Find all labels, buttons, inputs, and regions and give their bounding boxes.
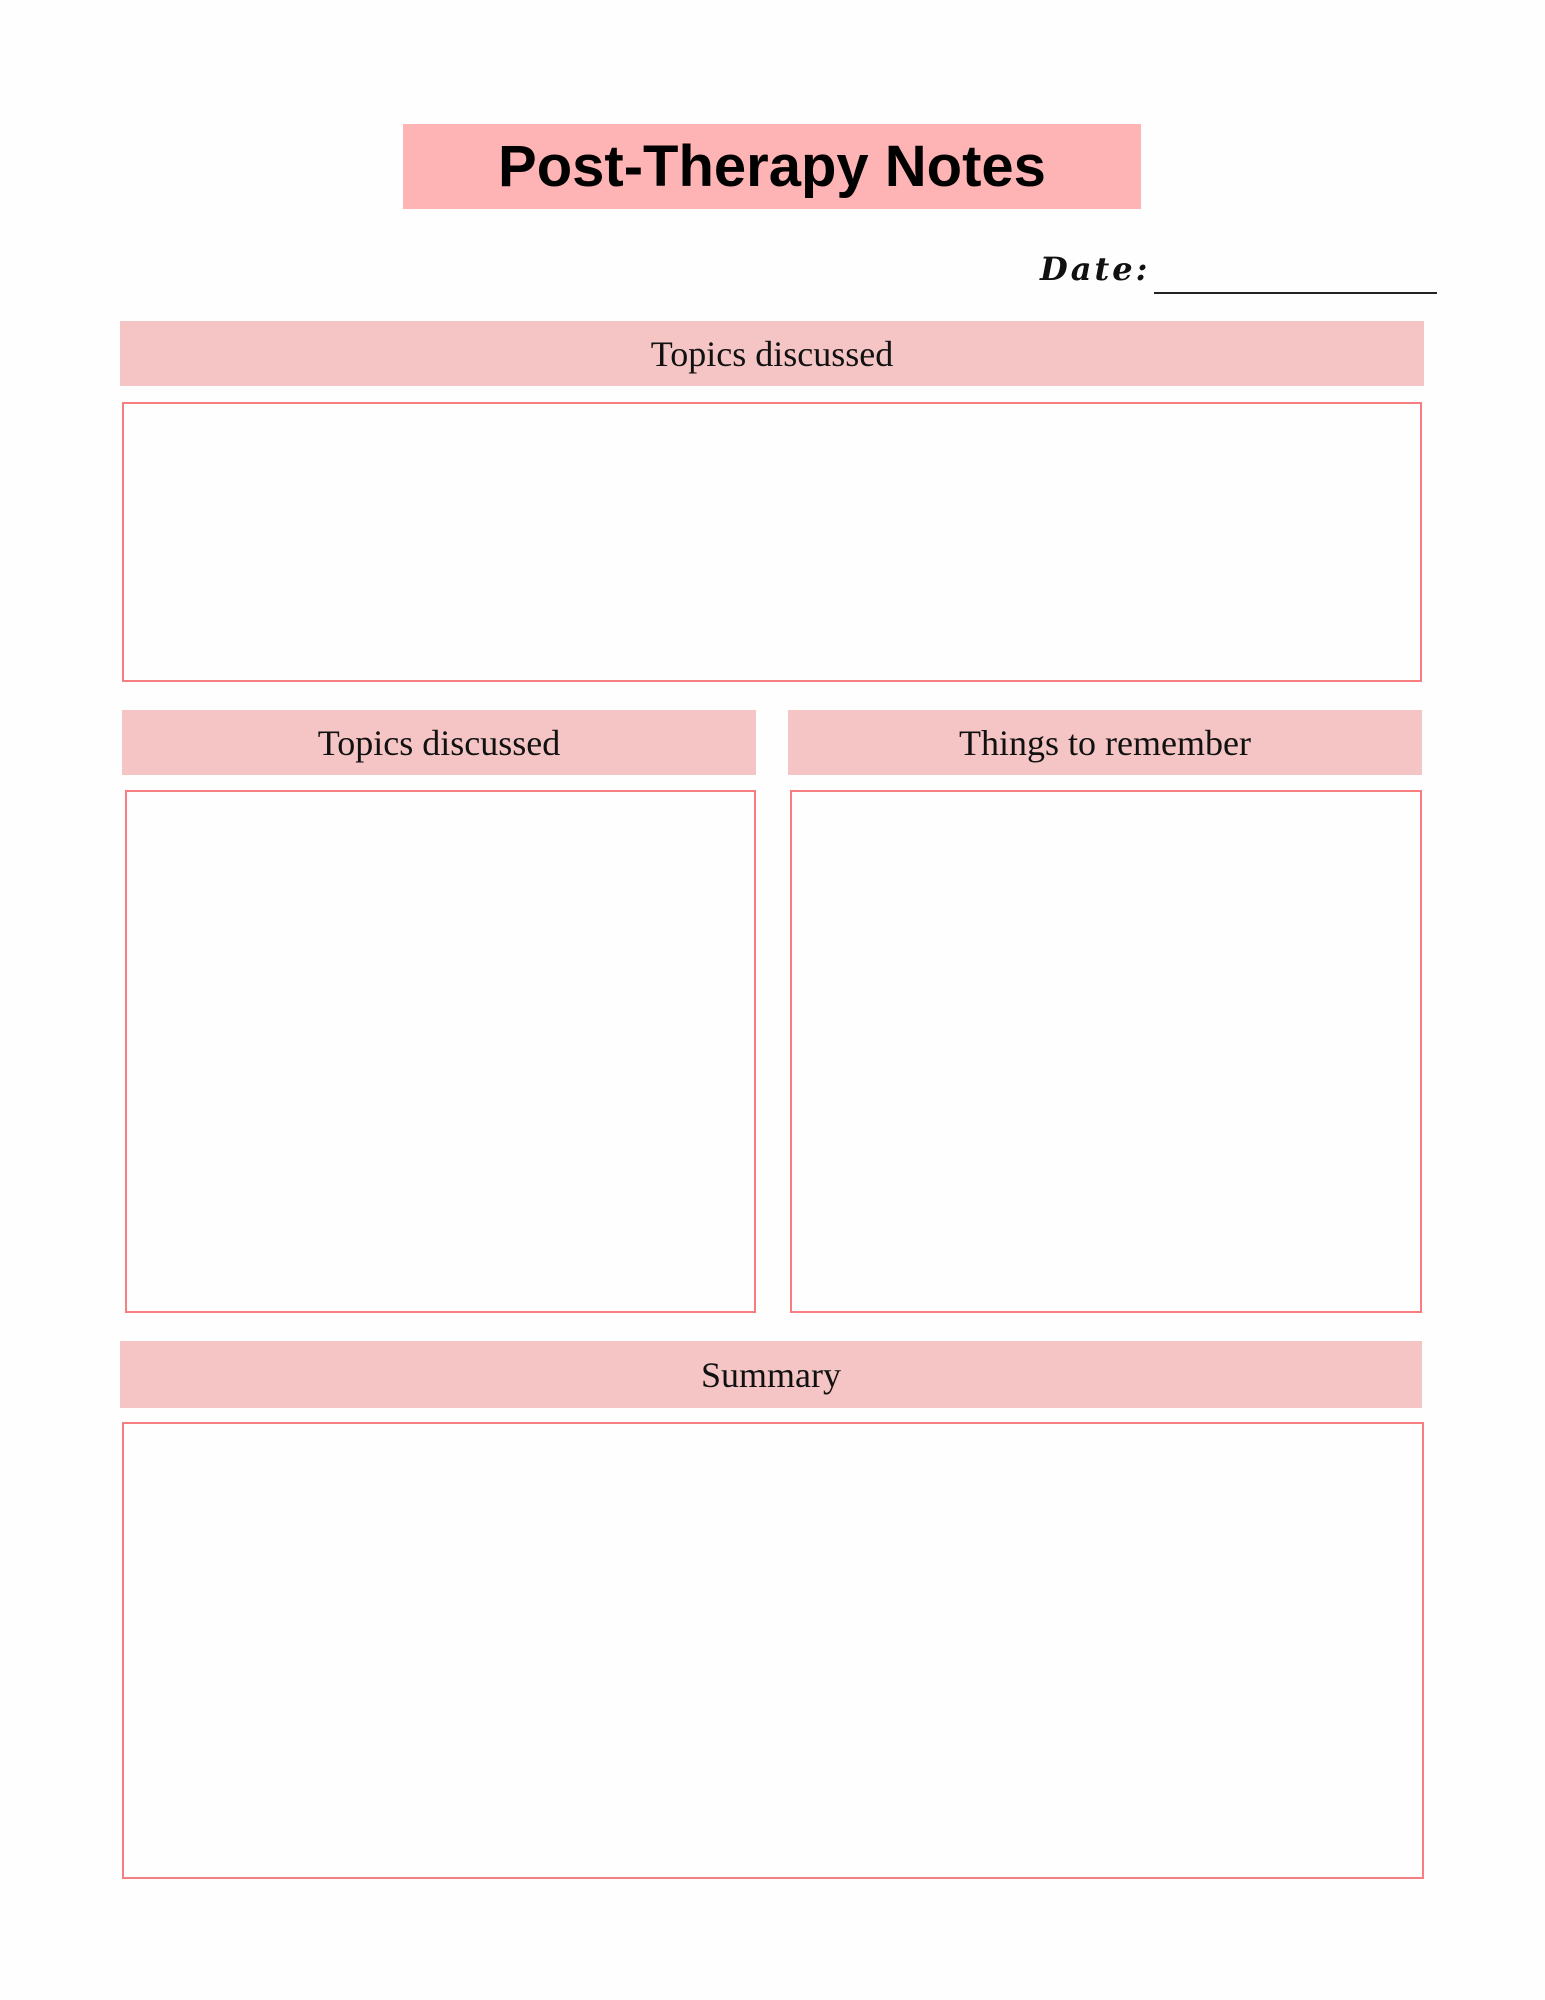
section-header-summary	[120, 1341, 1422, 1408]
date-label: Date:	[1040, 250, 1151, 288]
section-title: Things to remember	[959, 722, 1251, 763]
title-band	[403, 124, 1141, 209]
section-header-topics-discussed-2	[122, 710, 756, 775]
topics-discussed-box-2[interactable]	[125, 790, 756, 1313]
section-header-topics-discussed	[120, 321, 1424, 386]
page-title: Post-Therapy Notes	[498, 134, 1046, 199]
summary-box[interactable]	[122, 1422, 1424, 1879]
date-field-line[interactable]	[1154, 292, 1437, 294]
section-title: Topics discussed	[317, 722, 561, 763]
section-title: Summary	[701, 1354, 841, 1395]
topics-discussed-box[interactable]	[122, 402, 1422, 682]
section-header-things-to-remember	[788, 710, 1422, 775]
things-to-remember-box[interactable]	[790, 790, 1422, 1313]
section-title: Topics discussed	[650, 333, 894, 374]
